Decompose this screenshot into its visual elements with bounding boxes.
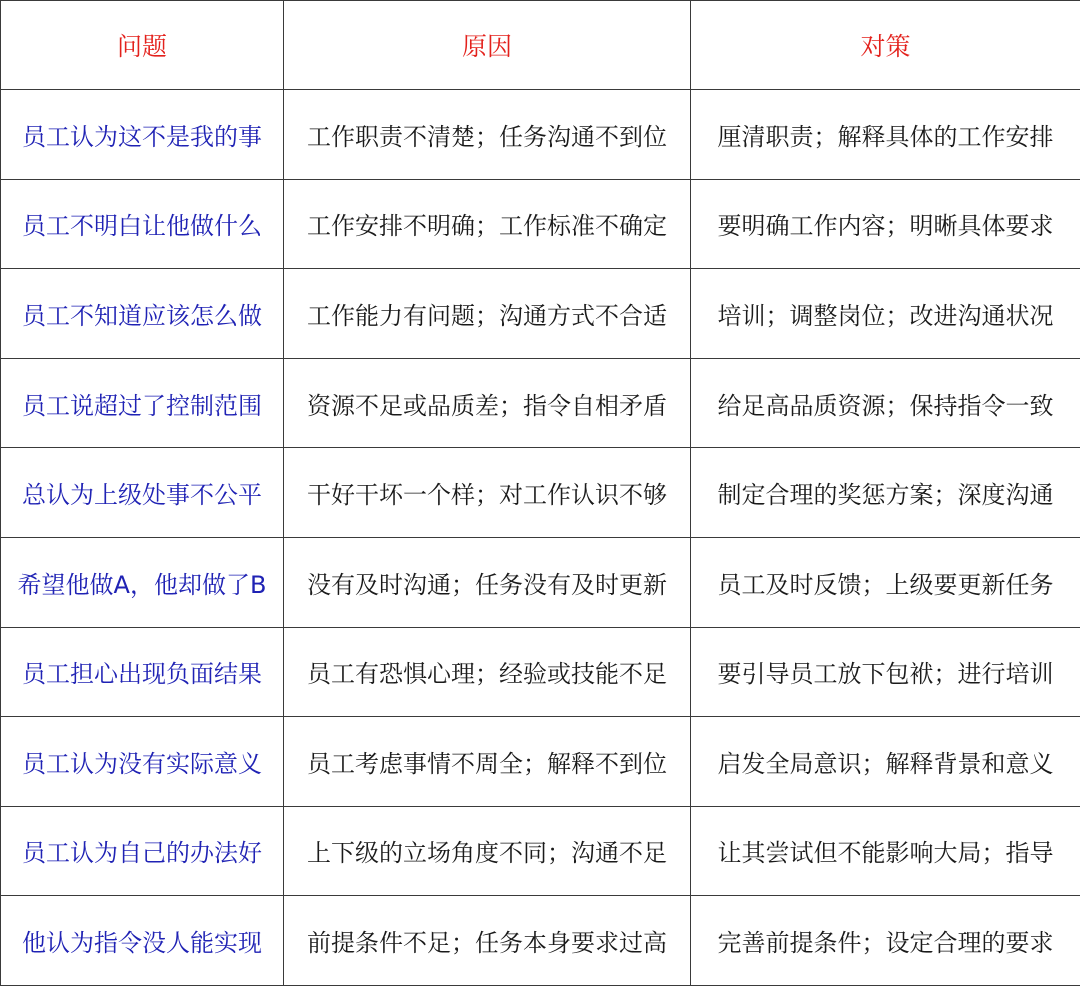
problem-cell: 员工认为没有实际意义 <box>1 717 284 807</box>
solution-cell: 厘清职责；解释具体的工作安排 <box>691 90 1080 180</box>
problem-cell: 他认为指令没人能实现 <box>1 896 284 986</box>
cause-cell: 资源不足或品质差；指令自相矛盾 <box>284 358 691 448</box>
table-row <box>1 358 1080 448</box>
solution-cell: 制定合理的奖惩方案；深度沟通 <box>691 448 1080 538</box>
problem-cell: 员工认为自己的办法好 <box>1 806 284 896</box>
problem-cell: 总认为上级处事不公平 <box>1 448 284 538</box>
table-row <box>1 179 1080 269</box>
table-row <box>1 717 1080 807</box>
cause-cell: 工作职责不清楚；任务沟通不到位 <box>284 90 691 180</box>
table-row <box>1 90 1080 180</box>
cause-cell: 工作安排不明确；工作标准不确定 <box>284 179 691 269</box>
cause-cell: 干好干坏一个样；对工作认识不够 <box>284 448 691 538</box>
cause-cell: 上下级的立场角度不同；沟通不足 <box>284 806 691 896</box>
problem-cell: 员工不明白让他做什么 <box>1 179 284 269</box>
solution-cell: 完善前提条件；设定合理的要求 <box>691 896 1080 986</box>
table-row <box>1 269 1080 359</box>
solution-cell: 给足高品质资源；保持指令一致 <box>691 358 1080 448</box>
solution-cell: 让其尝试但不能影响大局；指导 <box>691 806 1080 896</box>
solution-cell: 要明确工作内容；明晰具体要求 <box>691 179 1080 269</box>
solution-cell: 培训；调整岗位；改进沟通状况 <box>691 269 1080 359</box>
problem-cell: 员工认为这不是我的事 <box>1 90 284 180</box>
header-solution: 对策 <box>691 1 1080 90</box>
cause-cell: 没有及时沟通；任务没有及时更新 <box>284 537 691 627</box>
problem-cell: 员工说超过了控制范围 <box>1 358 284 448</box>
cause-cell: 员工考虑事情不周全；解释不到位 <box>284 717 691 807</box>
table-row <box>1 448 1080 538</box>
table-row <box>1 806 1080 896</box>
table-row <box>1 896 1080 986</box>
cause-cell: 员工有恐惧心理；经验或技能不足 <box>284 627 691 717</box>
cause-cell: 工作能力有问题；沟通方式不合适 <box>284 269 691 359</box>
table-row <box>1 627 1080 717</box>
problem-cell: 希望他做A，他却做了B <box>1 537 284 627</box>
solution-cell: 启发全局意识；解释背景和意义 <box>691 717 1080 807</box>
header-problem: 问题 <box>1 1 284 90</box>
table-header-row <box>1 1 1080 90</box>
cause-cell: 前提条件不足；任务本身要求过高 <box>284 896 691 986</box>
solution-cell: 员工及时反馈；上级要更新任务 <box>691 537 1080 627</box>
header-cause: 原因 <box>284 1 691 90</box>
problem-cell: 员工担心出现负面结果 <box>1 627 284 717</box>
table-row <box>1 537 1080 627</box>
solution-cell: 要引导员工放下包袱；进行培训 <box>691 627 1080 717</box>
problem-cell: 员工不知道应该怎么做 <box>1 269 284 359</box>
